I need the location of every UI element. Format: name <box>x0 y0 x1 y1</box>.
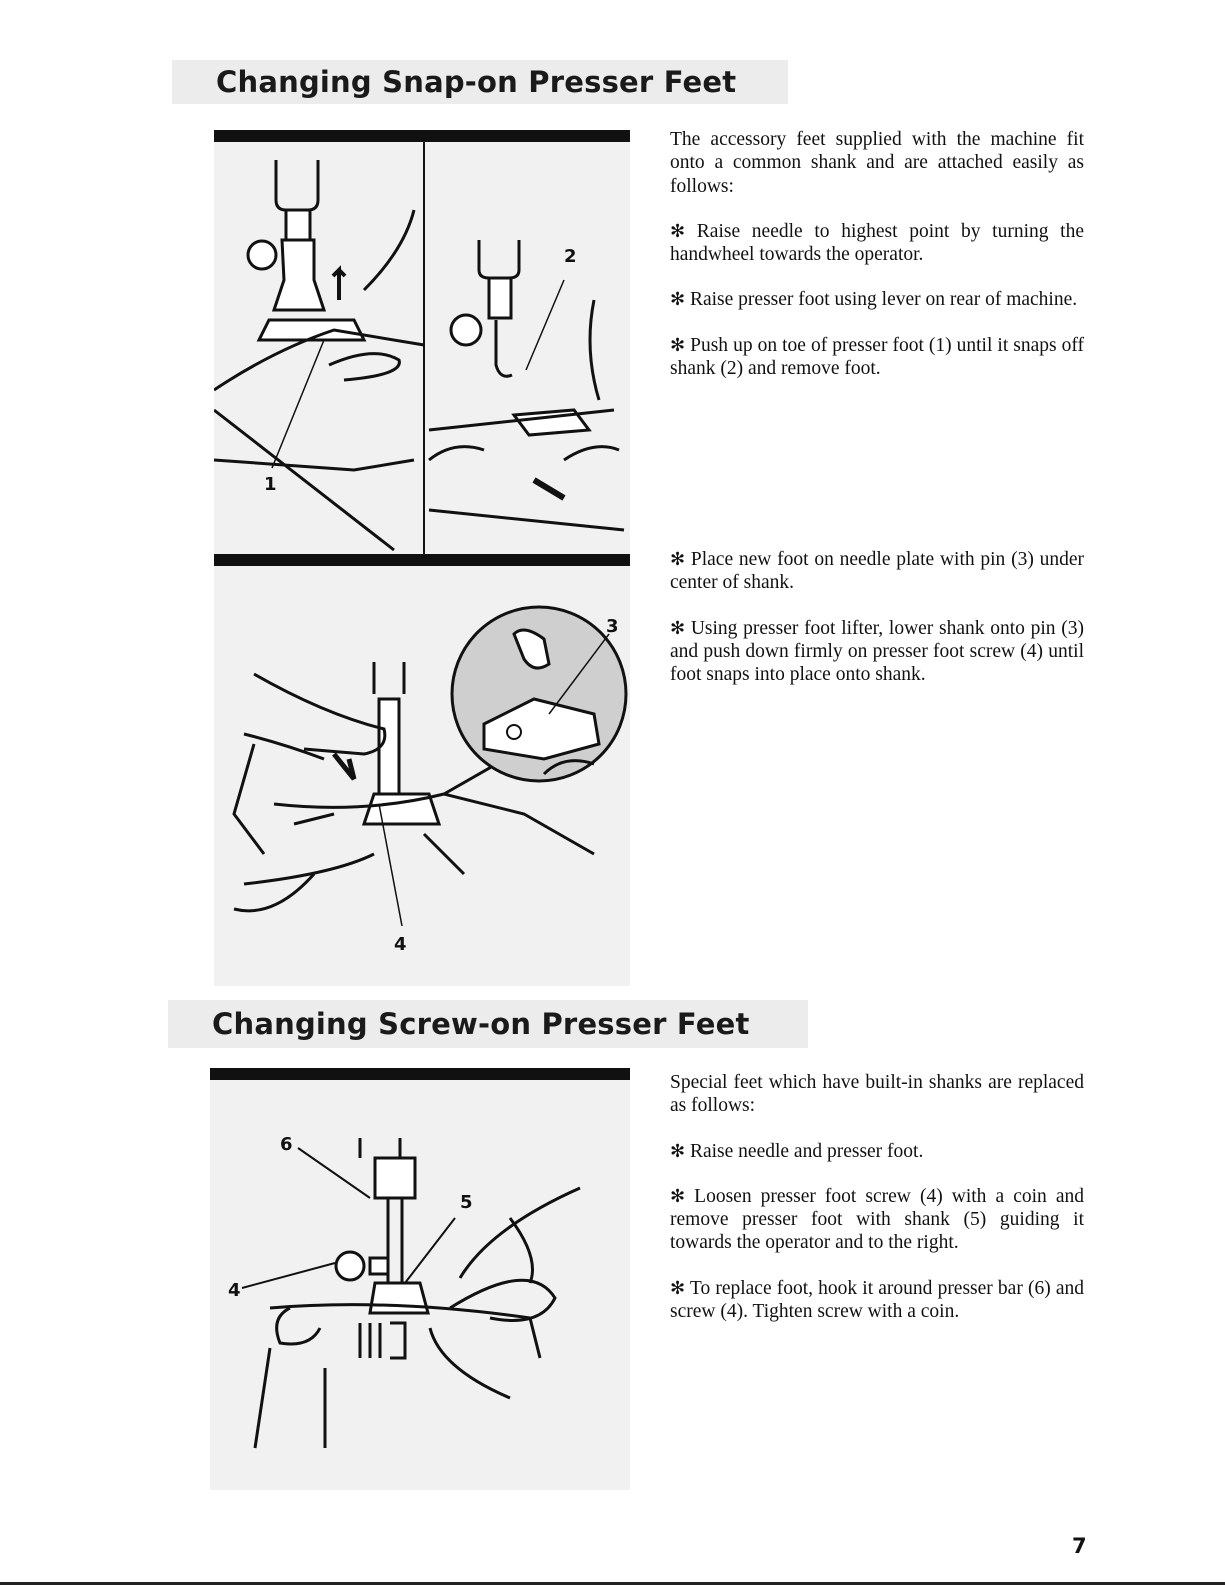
screw-on-illustration <box>255 1138 580 1448</box>
page-number: 7 <box>1072 1534 1087 1558</box>
callout-4: 4 <box>394 934 407 955</box>
callout-1: 1 <box>264 474 277 495</box>
callout-4-screw: 4 <box>228 1280 241 1301</box>
step-paragraph: ✻ Using presser foot lifter, lower shank onto pin (3) and push down firmly on presser foot screw (4) until foot snaps into place onto shank. <box>670 617 1084 686</box>
callout-6: 6 <box>280 1134 293 1155</box>
section-title-snap-on: Changing Snap-on Presser Feet <box>172 60 788 104</box>
step-paragraph: ✻ Push up on toe of presser foot (1) until it snaps off shank (2) and remove foot. <box>670 334 1085 380</box>
step-paragraph: ✻ Raise needle and presser foot. <box>670 1140 924 1162</box>
callout-2: 2 <box>564 246 577 267</box>
presser-bar-illustration-right <box>429 240 624 530</box>
step-paragraph: ✻ Loosen presser foot screw (4) with a coin and remove presser foot with shank (5) guiding it towards the operator and to the right. <box>670 1185 1085 1254</box>
figure-screw-on-foot <box>210 1068 630 1490</box>
step-paragraph: ✻ Raise presser foot using lever on rear of machine. <box>670 289 1078 311</box>
figure-attach-snap-on-foot <box>214 554 630 986</box>
figure-remove-snap-on-foot <box>214 130 630 554</box>
callout-3: 3 <box>606 616 619 637</box>
screw-on-instructions <box>670 1071 1084 1345</box>
intro-paragraph: The accessory feet supplied with the machine fit onto a common shank and are attached easily as follows: <box>670 129 1084 197</box>
step-paragraph: ✻ Raise needle to highest point by turning the handwheel towards the operator. <box>670 220 1084 266</box>
snap-on-attach-instructions <box>670 548 1084 708</box>
section-title-screw-on: Changing Screw-on Presser Feet <box>168 1000 808 1048</box>
callout-5: 5 <box>460 1192 473 1213</box>
step-paragraph: ✻ Place new foot on needle plate with pin (3) under center of shank. <box>670 549 1084 594</box>
intro-paragraph: Special feet which have built-in shanks are replaced as follows: <box>670 1072 1084 1117</box>
snap-on-remove-instructions <box>670 128 1084 402</box>
presser-bar-illustration-left <box>214 160 424 550</box>
step-paragraph: ✻ To replace foot, hook it around presser bar (6) and screw (4). Tighten screw with a coin. <box>670 1277 1084 1323</box>
magnified-detail-circle <box>452 607 626 781</box>
